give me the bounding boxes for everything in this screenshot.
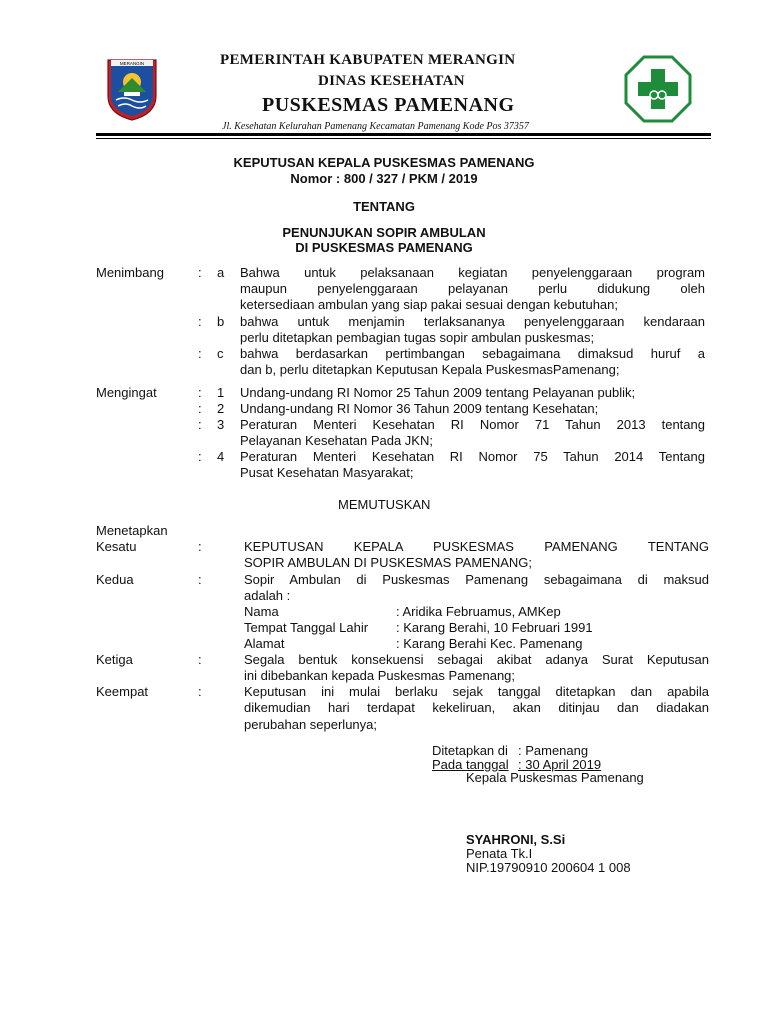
signer-nip: NIP.19790910 200604 1 008 — [466, 860, 631, 875]
menimbang-b-line1: bahwa untuk menjamin terlaksananya penyelenggaraan kendaraan — [240, 314, 705, 329]
tanggal-label: Pada tanggal — [432, 757, 509, 772]
puskesmas-logo — [624, 55, 692, 123]
colon: : — [198, 449, 202, 464]
keempat-label: Keempat — [96, 684, 149, 699]
ditetapkan-value: : Pamenang — [518, 743, 589, 758]
item-key: a — [217, 265, 225, 280]
govt-name: PEMERINTAH KABUPATEN MERANGIN — [220, 52, 516, 68]
mengingat-3-line1: Peraturan Menteri Kesehatan RI Nomor 71 Tahun 2013 tentang — [240, 417, 705, 432]
logo-banner-text: MERANGIN — [119, 61, 145, 66]
menimbang-label: Menimbang — [96, 265, 164, 280]
colon: : — [198, 265, 202, 280]
menimbang-a-line3: ketersediaan ambulan yang siap pakai sesuai dengan kebutuhan; — [240, 297, 618, 312]
signer-position: Kepala Puskesmas Pamenang — [466, 770, 644, 785]
colon: : — [198, 346, 202, 361]
colon: : — [198, 385, 202, 400]
signer-name: SYAHRONI, S.Si — [466, 832, 566, 847]
field-birth-value: : Karang Berahi, 10 Februari 1991 — [396, 620, 593, 635]
keempat-line3: perubahan seperlunya; — [244, 717, 377, 732]
field-name-value: : Aridika Februamus, AMKep — [396, 604, 561, 619]
colon: : — [198, 539, 202, 554]
mengingat-1-line1: Undang-undang RI Nomor 25 Tahun 2009 tentang Pelayanan publik; — [240, 385, 636, 400]
tanggal-value: : 30 April 2019 — [518, 757, 602, 772]
colon: : — [198, 572, 202, 587]
item-key: b — [217, 314, 225, 329]
decree-number: Nomor : 800 / 327 / PKM / 2019 — [290, 171, 478, 186]
mengingat-label: Mengingat — [96, 385, 157, 400]
menimbang-c-line2: dan b, perlu ditetapkan Keputusan Kepala PuskesmasPamenang; — [240, 362, 620, 377]
institution-name: PUSKESMAS PAMENANG — [262, 94, 515, 116]
department-name: DINAS KESEHATAN — [318, 73, 465, 89]
field-address-value: : Karang Berahi Kec. Pamenang — [396, 636, 583, 651]
field-birth-label: Tempat Tanggal Lahir — [244, 620, 369, 635]
colon: : — [198, 314, 202, 329]
menimbang-a-line1: Bahwa untuk pelaksanaan kegiatan penyelenggaraan program — [240, 265, 705, 280]
colon: : — [198, 401, 202, 416]
field-address-label: Alamat — [244, 636, 285, 651]
colon: : — [198, 684, 202, 699]
kesatu-label: Kesatu — [96, 539, 137, 554]
memutuskan-heading: MEMUTUSKAN — [338, 497, 431, 512]
colon: : — [198, 417, 202, 432]
merangin-regency-logo — [106, 56, 158, 122]
kedua-line1: Sopir Ambulan di Puskesmas Pamenang sebagaimana di maksud — [244, 572, 709, 587]
field-name-label: Nama — [244, 604, 279, 619]
header-rule-thin — [96, 138, 711, 139]
kesatu-line1: KEPUTUSAN KEPALA PUSKESMAS PAMENANG TENTANG — [244, 539, 709, 554]
kedua-line2: adalah : — [244, 588, 291, 603]
ketiga-line1: Segala bentuk konsekuensi sebagai akibat adanya Surat Keputusan — [244, 652, 709, 667]
ketiga-label: Ketiga — [96, 652, 133, 667]
institution-address: Jl. Kesehatan Kelurahan Pamenang Kecamatan Pamenang Kode Pos 37357 — [222, 121, 529, 132]
mengingat-2-line1: Undang-undang RI Nomor 36 Tahun 2009 tentang Kesehatan; — [240, 401, 599, 416]
ditetapkan-label: Ditetapkan di — [432, 743, 508, 758]
item-key: 3 — [217, 417, 225, 432]
keempat-line2: dikemudian hari terdapat kekeliruan, akan ditinjau dan diadakan — [244, 700, 709, 715]
decree-subject-line1: PENUNJUKAN SOPIR AMBULAN — [282, 225, 486, 240]
decree-subject-line2: DI PUSKESMAS PAMENANG — [295, 240, 473, 255]
mengingat-4-line1: Peraturan Menteri Kesehatan RI Nomor 75 Tahun 2014 Tentang — [240, 449, 705, 464]
kesatu-line2: SOPIR AMBULAN DI PUSKESMAS PAMENANG; — [244, 555, 532, 570]
menimbang-a-line2: maupun penyelenggaraan pelayanan perlu didukung oleh — [240, 281, 705, 296]
menimbang-b-line2: perlu ditetapkan pembagian tugas sopir ambulan puskesmas; — [240, 330, 595, 345]
menetapkan-label: Menetapkan — [96, 523, 168, 538]
ketiga-line2: ini dibebankan kepada Puskesmas Pamenang; — [244, 668, 516, 683]
colon: : — [198, 652, 202, 667]
decree-about: TENTANG — [353, 199, 415, 214]
item-key: 4 — [217, 449, 225, 464]
menimbang-c-line1: bahwa berdasarkan pertimbangan sebagaimana dimaksud huruf a — [240, 346, 705, 361]
kedua-label: Kedua — [96, 572, 134, 587]
mengingat-3-line2: Pelayanan Kesehatan Pada JKN; — [240, 433, 433, 448]
item-key: c — [217, 346, 224, 361]
decree-title: KEPUTUSAN KEPALA PUSKESMAS PAMENANG — [233, 155, 535, 170]
item-key: 2 — [217, 401, 225, 416]
item-key: 1 — [217, 385, 225, 400]
keempat-line1: Keputusan ini mulai berlaku sejak tanggal ditetapkan dan apabila — [244, 684, 709, 699]
mengingat-4-line2: Pusat Kesehatan Masyarakat; — [240, 465, 414, 480]
header-rule-thick — [96, 133, 711, 136]
signer-rank: Penata Tk.I — [466, 846, 533, 861]
